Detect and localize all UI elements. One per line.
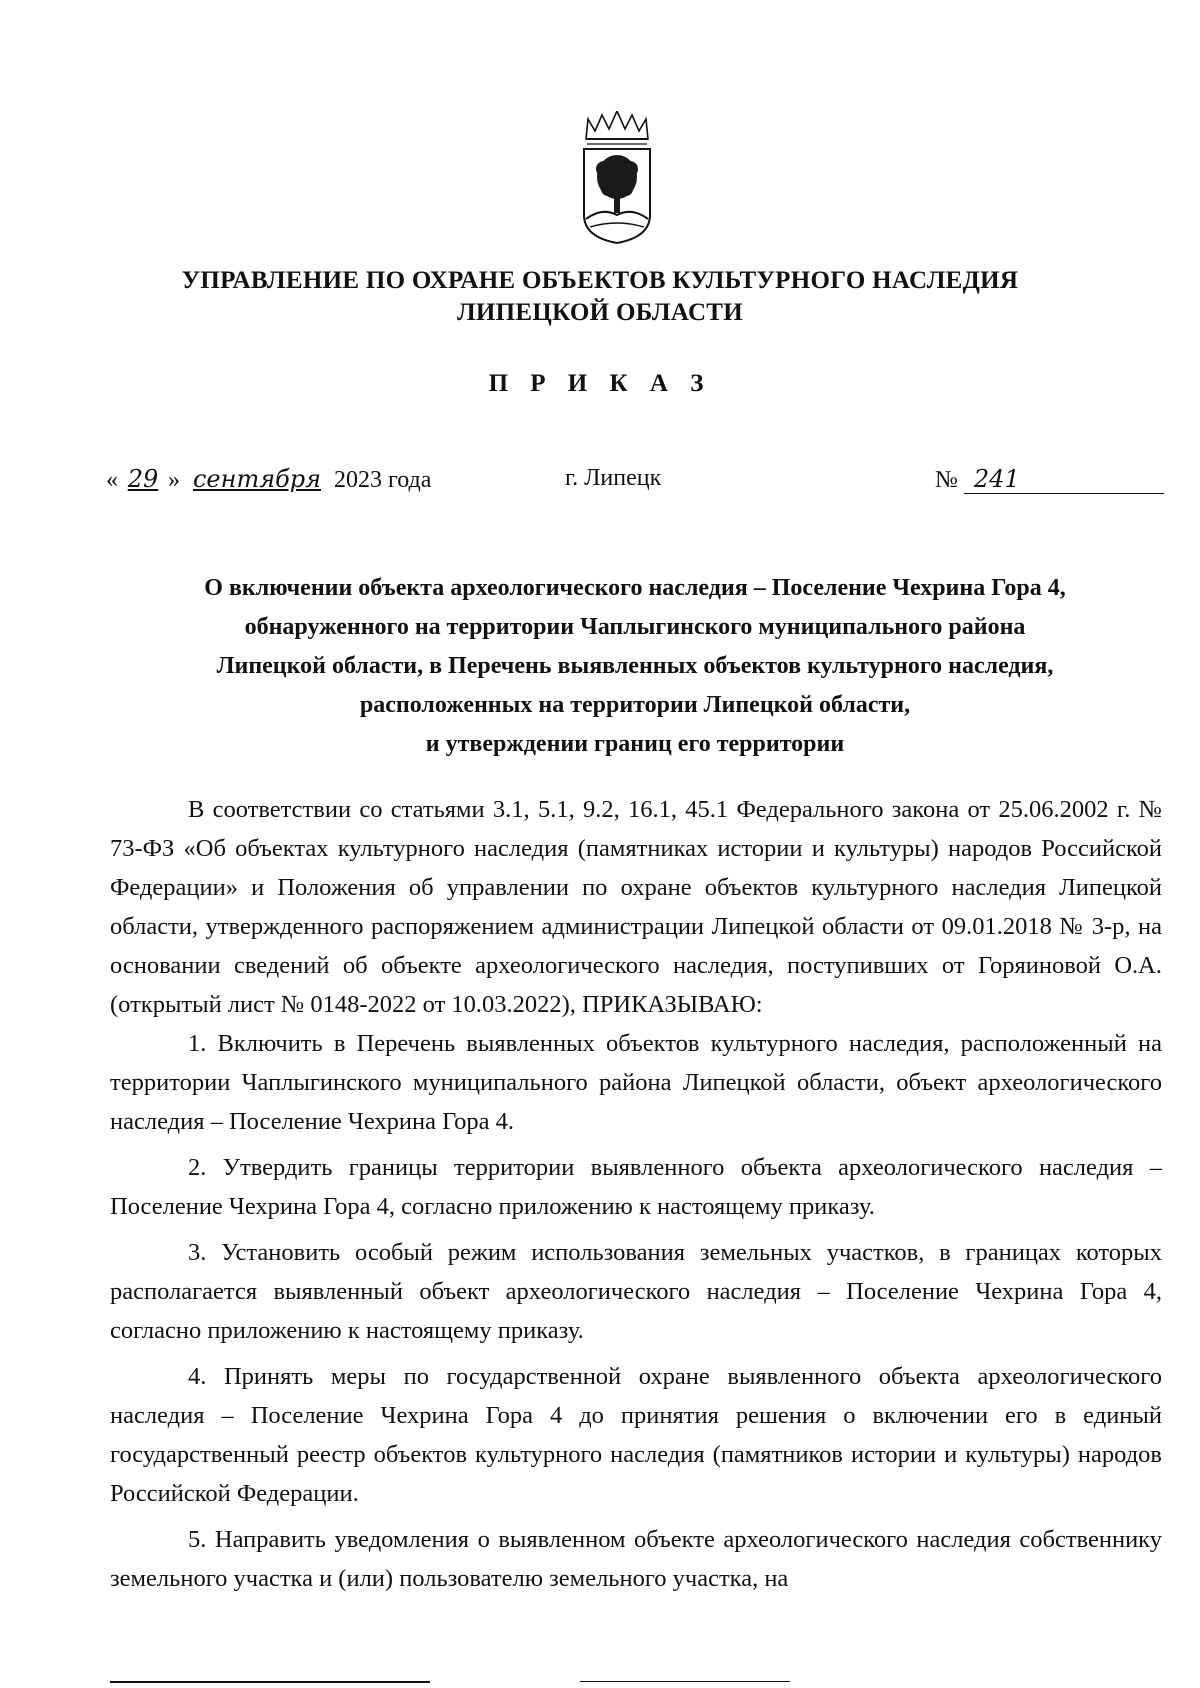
document-date [106,465,431,494]
document-type: П Р И К А З [488,370,712,397]
body-item-3: 3. Установить особый режим использования земельных участков, в границах которых располагается выявленный объект археологического наследия – Поселение Чехрина Гора 4, согласно приложению к настоящему приказу. [110,1239,1162,1344]
body-preamble: В соответствии со статьями 3.1, 5.1, 9.2, 16.1, 45.1 Федерального закона от 25.06.2002 г. № 73-ФЗ «Об объектах культурного наследия (памятниках истории и культуры) народов Российской Федерации» и Положения об управлении по охране объектов культурного наследия Липецкой области, утвержденного распоряжением администрации Липецкой области от 09.01.2018 № 3-р, на основании сведений об объекте археологического наследия, поступивших от Горяиновой О.А. (открытый лист № 0148-2022 от 10.03.2022), ПРИКАЗЫВАЮ: [110,796,1162,1018]
body-item-4: 4. Принять меры по государственной охране выявленного объекта археологического наследия – Поселение Чехрина Гора 4 до принятия решения о включении его в единый государственный реестр объектов культурного наследия (памятников истории и культуры) народов Российской Федерации. [110,1363,1162,1507]
date-open-quote: « [106,467,118,493]
body-item-5: 5. Направить уведомления о выявленном объекте археологического наследия собственнику земельного участка и (или) пользователю земельного участка, на [110,1526,1162,1592]
body-item-2: 2. Утвердить границы территории выявленного объекта археологического наследия – Поселение Чехрина Гора 4, согласно приложению к настоящему приказу. [110,1154,1162,1220]
number-handwritten: 241 [964,465,1164,494]
date-year: 2023 года [334,467,432,493]
subject-line3: Липецкой области, в Перечень выявленных объектов культурного наследия, [216,653,1054,679]
document-number [935,465,1165,494]
document-city: г. Липецк [565,465,662,491]
date-day-handwritten: 29 [127,465,159,493]
lipetsk-coat-of-arms-icon [578,111,656,245]
footer-rule-left [110,1681,430,1683]
document-body [110,790,1162,1598]
document-subject [105,569,1165,764]
subject-line5: и утверждении границ его территории [425,731,845,757]
subject-line2: обнаруженного на территории Чаплыгинского муниципального района [244,614,1026,640]
number-label: № [935,467,958,493]
agency-name [100,265,1100,329]
subject-line1: О включении объекта археологического наследия – Поселение Чехрина Гора 4, [204,575,1066,601]
date-line [0,465,1200,505]
agency-name-line1: УПРАВЛЕНИЕ ПО ОХРАНЕ ОБЪЕКТОВ КУЛЬТУРНОГО НАСЛЕДИЯ [181,267,1019,294]
footer-rule-center [580,1681,790,1682]
date-month-handwritten: сентября [192,465,321,493]
body-item-1: 1. Включить в Перечень выявленных объектов культурного наследия, расположенный на территории Чаплыгинского муниципального района Липецкой области, объект археологического наследия – Поселение Чехрина Гора 4. [110,1030,1162,1135]
agency-name-line2: ЛИПЕЦКОЙ ОБЛАСТИ [456,299,744,326]
subject-line4: расположенных на территории Липецкой области, [359,692,911,718]
date-close-quote: » [168,467,180,493]
